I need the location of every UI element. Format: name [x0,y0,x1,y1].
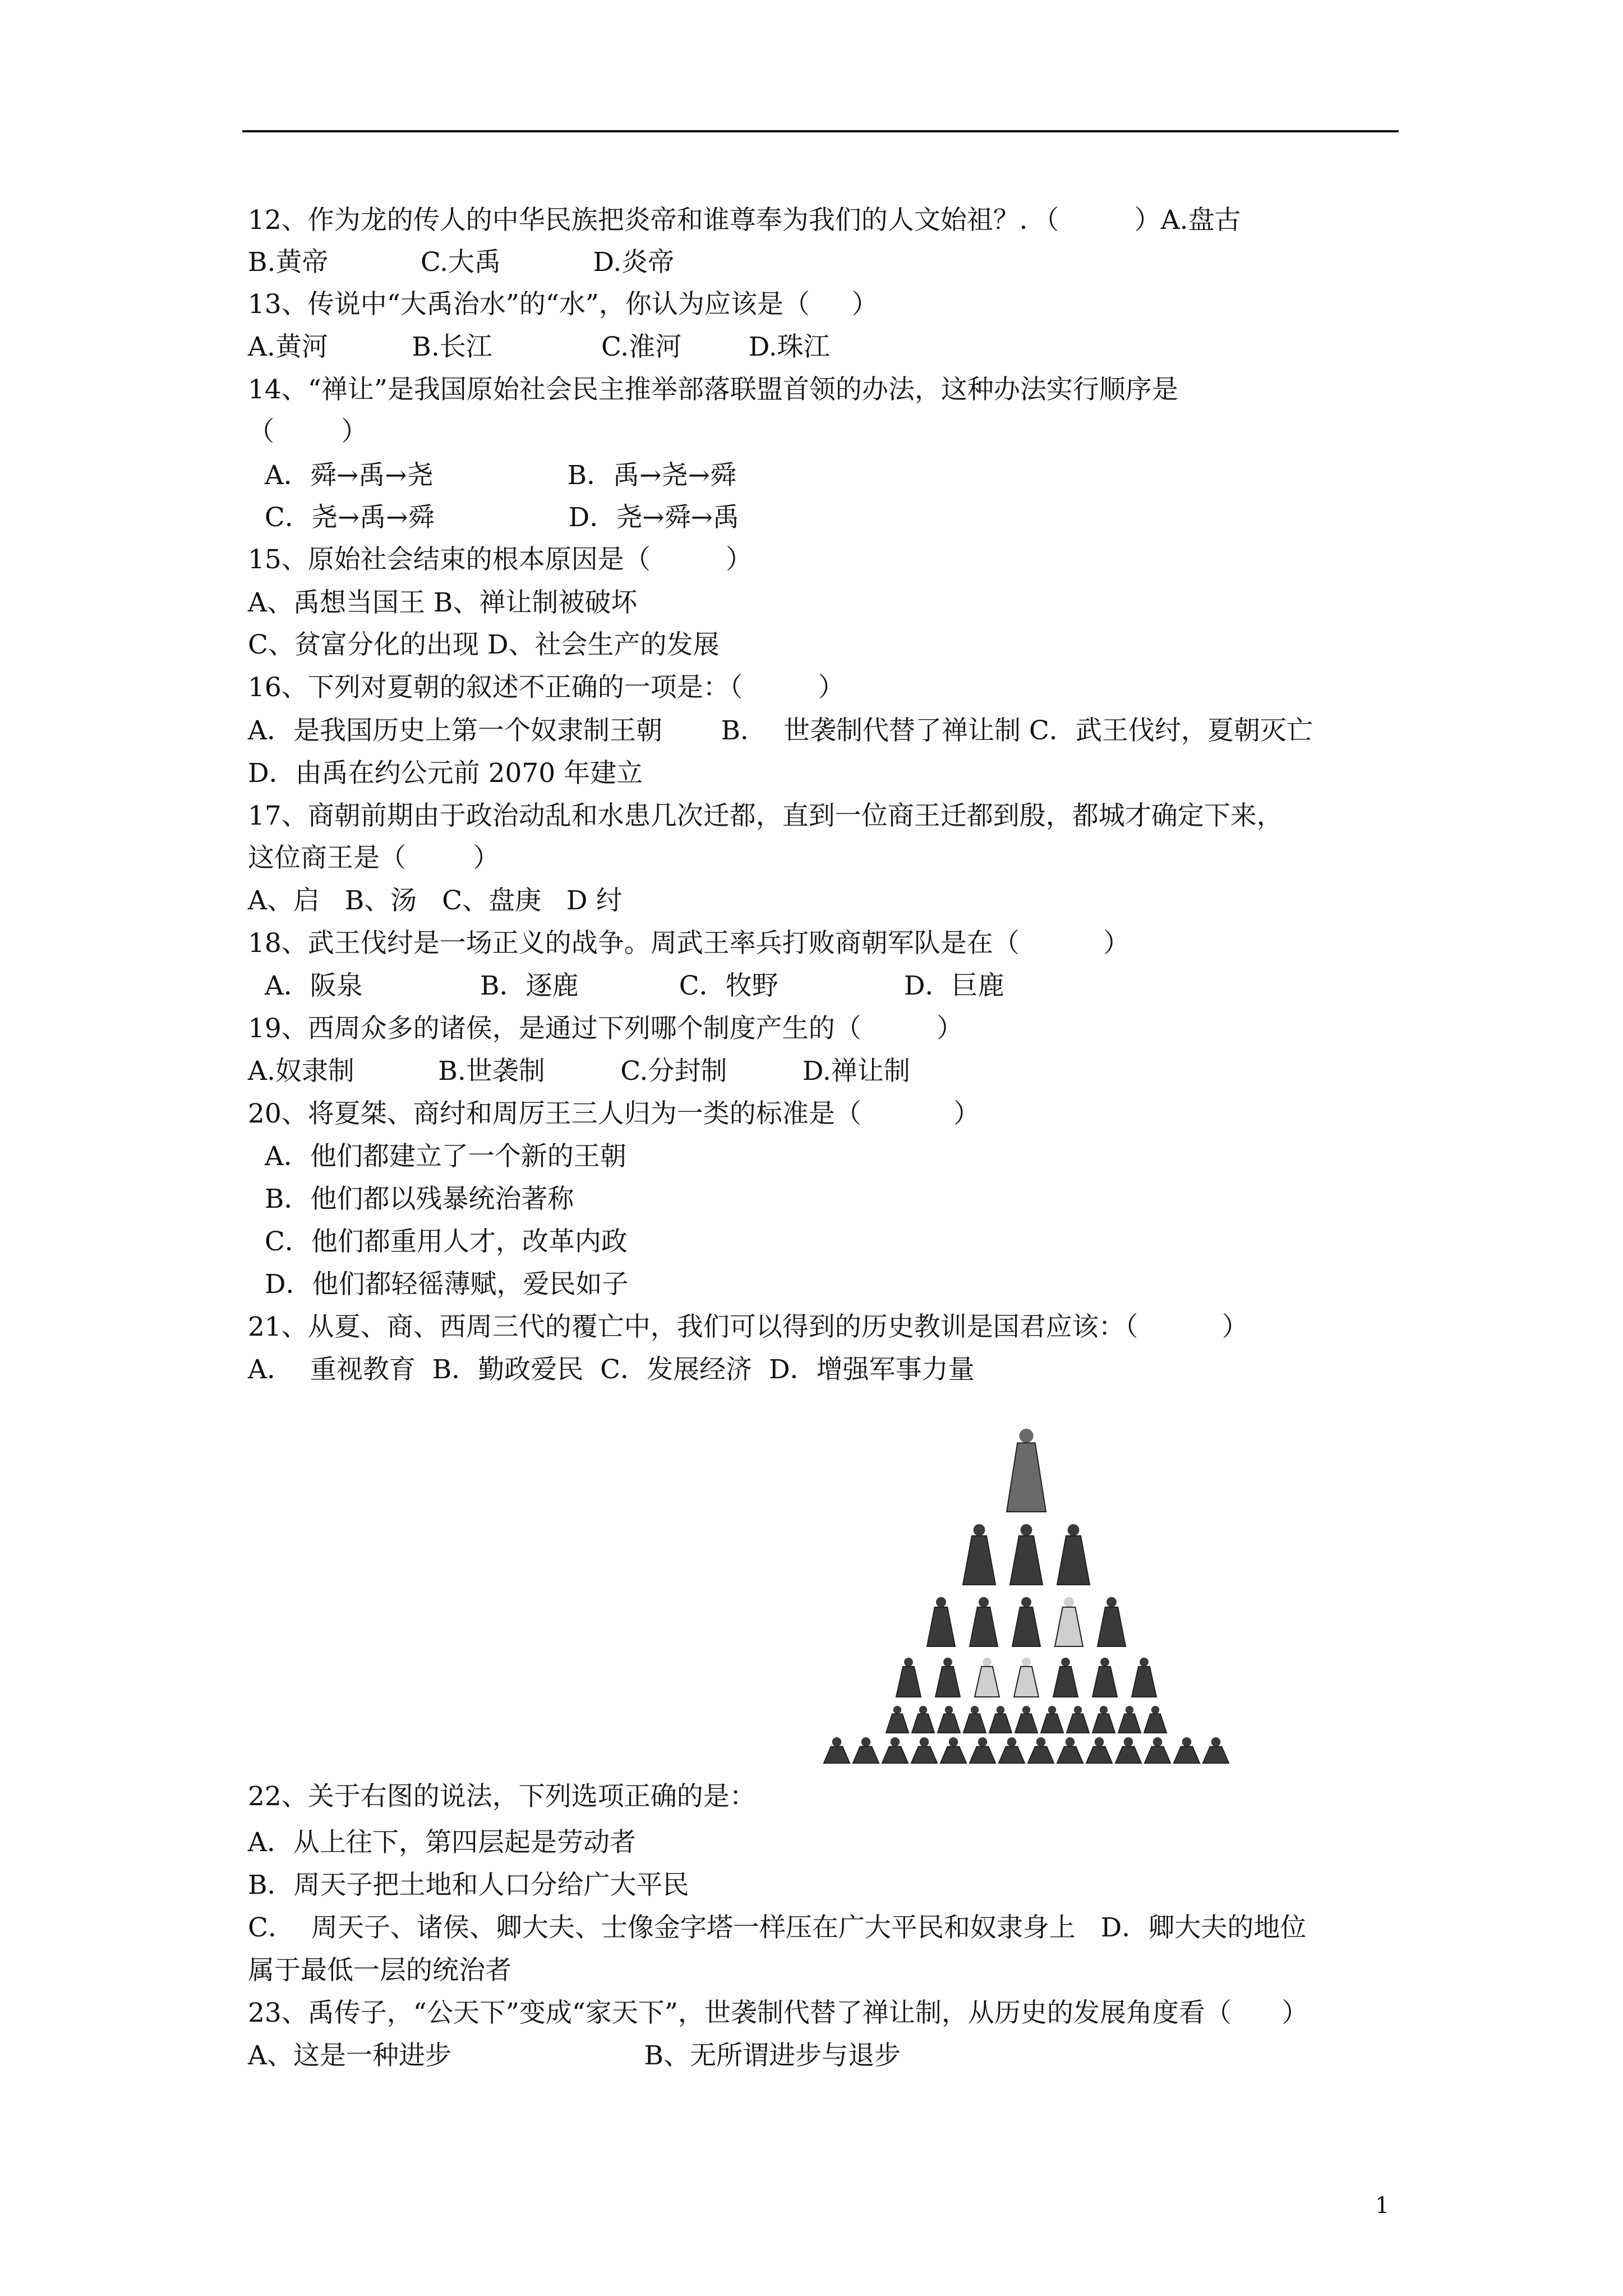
pyramid-person-icon [927,1597,955,1646]
pyramid-person-icon [1145,1737,1170,1763]
pyramid-person-icon [911,1737,937,1763]
pyramid-person-icon [912,1706,934,1733]
q22-option-c-cont: 属于最低一层的统治者 [248,1955,511,1986]
pyramid-person-icon [1098,1597,1126,1646]
q12-stem: 12、作为龙的传人的中华民族把炎帝和谁尊奉为我们的人文始祖？．（ ）A.盘古 [248,205,1241,236]
pyramid-person-icon [1010,1524,1043,1585]
pyramid-person-icon [886,1706,909,1733]
q14-stem-blank: （ ） [248,416,368,447]
q17-stem-cont: 这位商王是（ ） [248,843,500,873]
pyramid-person-icon [1057,1737,1083,1763]
q13-options: A.黄河 B.长江 C.淮河 D.珠江 [248,332,830,362]
pyramid-person-icon [1174,1737,1200,1763]
pyramid-person-icon [853,1737,879,1763]
q22-option-b: B．周天子把土地和人口分给广大平民 [248,1870,689,1901]
pyramid-person-icon [1055,1597,1083,1646]
q19-stem: 19、西周众多的诸侯，是通过下列哪个制度产生的（ ） [248,1013,963,1044]
page-number: 1 [1375,2193,1390,2219]
pyramid-person-icon [824,1737,850,1763]
pyramid-person-icon [940,1737,966,1763]
q20-option-d: D．他们都轻徭薄赋，爱民如子 [248,1269,629,1300]
q21-stem: 21、从夏、商、西周三代的覆亡中，我们可以得到的历史教训是国君应该：（ ） [248,1312,1248,1342]
q19-options: A.奴隶制 B.世袭制 C.分封制 D.禅让制 [248,1056,910,1087]
pyramid-person-icon [963,1524,995,1585]
q16-option-d: D．由禹在约公元前 2070 年建立 [248,758,643,789]
pyramid-person-icon [1115,1737,1141,1763]
pyramid-person-icon [938,1706,960,1733]
q13-stem: 13、传说中“大禹治水”的“水”，你认为应该是（ ） [248,289,878,320]
q16-options-abc: A．是我国历史上第一个奴隶制王朝 B． 世袭制代替了禅让制 C．武王伐纣，夏朝灭亡 [248,715,1313,746]
q16-stem: 16、下列对夏朝的叙述不正确的一项是：（ ） [248,672,845,703]
pyramid-person-icon [1144,1706,1166,1733]
q23-options: A、这是一种进步 B、无所谓进步与退步 [248,2040,901,2071]
q22-option-c: C． 周天子、诸侯、卿大夫、士像金字塔一样压在广大平民和奴隶身上 D．卿大夫的地位 [248,1912,1307,1943]
pyramid-person-icon [882,1737,908,1763]
q12-options: B.黄帝 C.大禹 D.炎帝 [248,247,675,278]
pyramid-person-icon [970,1597,998,1646]
q20-option-a: A．他们都建立了一个新的王朝 [248,1141,626,1172]
pyramid-person-icon [1041,1706,1063,1733]
pyramid-person-icon [1092,1706,1115,1733]
pyramid-person-icon [1086,1737,1112,1763]
q14-options-cd: C．尧→禹→舜 D．尧→舜→禹 [248,502,740,533]
q15-stem: 15、原始社会结束的根本原因是（ ） [248,544,753,575]
q14-options-ab: A．舜→禹→尧 B．禹→尧→舜 [248,460,736,491]
pyramid-person-icon [1203,1737,1229,1763]
q21-options: A． 重视教育 B．勤政爱民 C．发展经济 D．增强军事力量 [248,1354,975,1385]
pyramid-person-icon [1028,1737,1054,1763]
q17-options: A、启 B、汤 C、盘庚 D 纣 [248,885,623,916]
q20-option-b: B．他们都以残暴统治著称 [248,1184,574,1214]
q18-options: A．阪泉 B．逐鹿 C．牧野 D．巨鹿 [248,970,1004,1001]
pyramid-person-icon [999,1737,1025,1763]
q20-stem: 20、将夏桀、商纣和周厉王三人归为一类的标准是（ ） [248,1098,980,1129]
q22-option-a: A．从上往下，第四层起是劳动者 [248,1827,636,1858]
q15-options-cd: C、贫富分化的出现 D、社会生产的发展 [248,629,720,660]
pyramid-person-icon [1057,1524,1090,1585]
pyramid-person-icon [1012,1597,1040,1646]
pyramid-person-icon [1053,1658,1078,1697]
pyramid-person-icon [1092,1658,1117,1697]
q17-stem: 17、商朝前期由于政治动乱和水患几次迁都，直到一位商王迁都到殷，都城才确定下来， [248,800,1283,831]
pyramid-person-icon [1118,1706,1141,1733]
hierarchy-pyramid-figure [813,1428,1239,1764]
pyramid-person-icon [1007,1429,1046,1512]
pyramid-person-icon [935,1658,960,1697]
pyramid-person-icon [963,1706,986,1733]
header-rule [242,130,1399,132]
q15-options-ab: A、禹想当国王 B、禅让制被破坏 [248,587,638,618]
pyramid-person-icon [896,1658,921,1697]
q14-stem: 14、“禅让”是我国原始社会民主推举部落联盟首领的办法，这种办法实行顺序是 [248,374,1178,405]
pyramid-person-icon [1132,1658,1156,1697]
pyramid-person-icon [975,1658,999,1697]
q18-stem: 18、武王伐纣是一场正义的战争。周武王率兵打败商朝军队是在（ ） [248,928,1130,959]
pyramid-person-icon [1014,1658,1039,1697]
q23-stem: 23、禹传子，“公天下”变成“家天下”，世袭制代替了禅让制，从历史的发展角度看（ ） [248,1998,1308,2028]
pyramid-person-icon [989,1706,1012,1733]
pyramid-person-icon [1015,1706,1038,1733]
pyramid-person-icon [970,1737,995,1763]
q22-stem: 22、关于右图的说法，下列选项正确的是： [248,1781,756,1812]
q20-option-c: C．他们都重用人才，改革内政 [248,1226,628,1257]
pyramid-person-icon [1067,1706,1089,1733]
